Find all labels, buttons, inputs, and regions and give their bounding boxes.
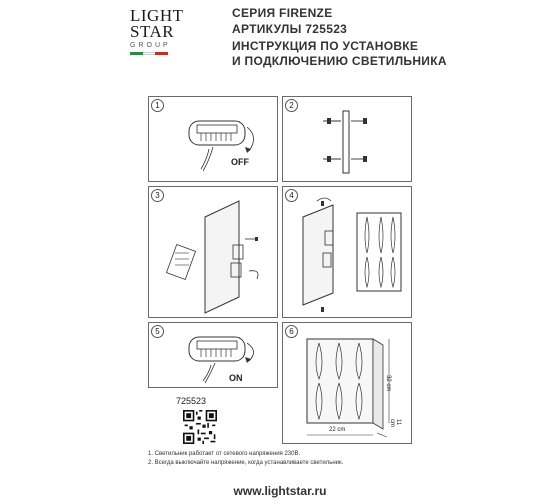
height-dimension: 32 cm bbox=[385, 375, 391, 392]
step-panel-2 bbox=[282, 96, 412, 182]
switch-on-illustration bbox=[149, 323, 279, 389]
article-code: 725523 bbox=[176, 396, 207, 406]
step-number: 6 bbox=[285, 325, 298, 338]
shade-mounting-illustration bbox=[283, 187, 413, 319]
note-2: 2. Всегда выключайте напряжение, когда устанавливаете светильник. bbox=[148, 460, 344, 466]
step-panel-4 bbox=[282, 186, 412, 318]
note-1: 1. Светильник работает от сетевого напряжения 230В. bbox=[148, 451, 301, 457]
logo-line-2: STAR bbox=[130, 22, 175, 41]
notes-block bbox=[148, 450, 343, 468]
step-number: 4 bbox=[285, 189, 298, 202]
instruction-title-line-1: ИНСТРУКЦИЯ ПО УСТАНОВКЕ bbox=[232, 39, 419, 53]
step-number: 2 bbox=[285, 99, 298, 112]
logo-line-1: LIGHT bbox=[130, 6, 184, 25]
width-dimension: 22 cm bbox=[329, 427, 346, 433]
step-panel-6 bbox=[282, 322, 412, 444]
instruction-title-line-2: И ПОДКЛЮЧЕНИЮ СВЕТИЛЬНИКА bbox=[232, 54, 447, 68]
step-panel-1 bbox=[148, 96, 278, 182]
mounting-plate-illustration bbox=[283, 97, 413, 183]
step-panel-3 bbox=[148, 186, 278, 318]
wiring-illustration bbox=[149, 187, 279, 319]
series-name: СЕРИЯ FIRENZE bbox=[232, 6, 333, 20]
step-number: 1 bbox=[151, 99, 164, 112]
logo-line-3: GROUP bbox=[130, 42, 171, 49]
website-link[interactable]: www.lightstar.ru bbox=[233, 484, 327, 498]
step-number: 5 bbox=[151, 325, 164, 338]
step-number: 3 bbox=[151, 189, 164, 202]
article-numbers: АРТИКУЛЫ 725523 bbox=[232, 22, 348, 36]
switch-off-illustration bbox=[149, 97, 279, 183]
qr-code-icon bbox=[183, 410, 217, 444]
off-label: OFF bbox=[231, 157, 249, 167]
italian-flag-stripe bbox=[130, 52, 168, 55]
step-panel-5 bbox=[148, 322, 278, 388]
on-label: ON bbox=[229, 373, 243, 383]
depth-dimension: 11 cm bbox=[389, 419, 401, 427]
lightstar-logo bbox=[130, 8, 192, 66]
